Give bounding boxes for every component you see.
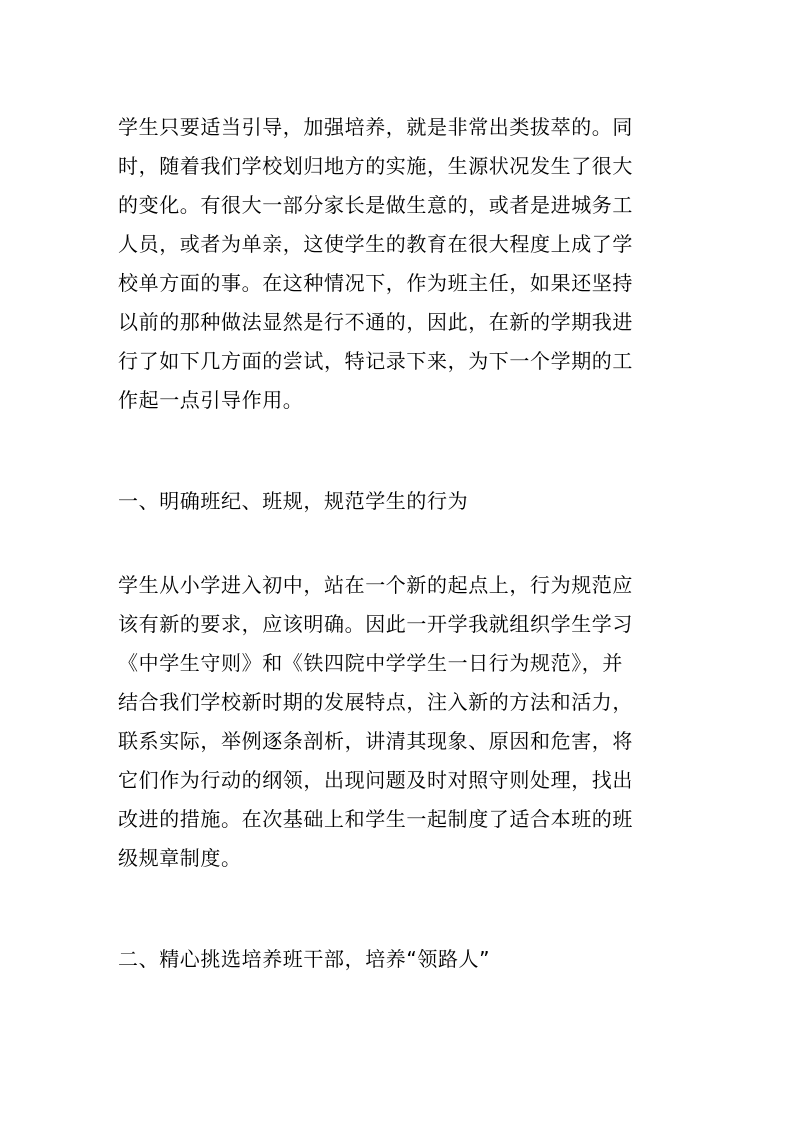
paragraph-intro bbox=[118, 108, 678, 420]
text-line: 人员，或者为单亲，这使学生的教育在很大程度上成了学 bbox=[118, 232, 633, 256]
text-line: 时，随着我们学校划归地方的实施，生源状况发生了很大 bbox=[118, 154, 633, 178]
text-line: 行了如下几方面的尝试，特记录下来，为下一个学期的工 bbox=[118, 349, 633, 373]
text-line: 校单方面的事。在这种情况下，作为班主任，如果还坚持 bbox=[118, 271, 633, 295]
text-line: 结合我们学校新时期的发展特点，注入新的方法和活力， bbox=[118, 690, 633, 714]
text-line: 改进的措施。在次基础上和学生一起制度了适合本班的班 bbox=[118, 807, 633, 831]
text-line: 级规章制度。 bbox=[118, 846, 242, 870]
text-line: 的变化。有很大一部分家长是做生意的，或者是进城务工 bbox=[118, 193, 633, 217]
text-line: 该有新的要求，应该明确。因此一开学我就组织学生学习 bbox=[118, 612, 633, 636]
text-line: 以前的那种做法显然是行不通的，因此，在新的学期我进 bbox=[118, 310, 633, 334]
text-line: 学生只要适当引导，加强培养，就是非常出类拔萃的。同 bbox=[118, 115, 633, 139]
heading-text: 一、明确班纪、班规，规范学生的行为 bbox=[118, 489, 469, 513]
text-line: 联系实际，举例逐条剖析，讲清其现象、原因和危害，将 bbox=[118, 729, 633, 753]
text-line: 作起一点引导作用。 bbox=[118, 388, 304, 412]
section-heading-2 bbox=[118, 940, 678, 979]
text-line: 学生从小学进入初中，站在一个新的起点上，行为规范应 bbox=[118, 573, 633, 597]
text-line: 《中学生守则》和《铁四院中学学生一日行为规范》，并 bbox=[118, 651, 623, 675]
text-line: 它们作为行动的纲领，出现问题及时对照守则处理，找出 bbox=[118, 768, 633, 792]
paragraph-section-1 bbox=[118, 566, 678, 878]
heading-text: 二、精心挑选培养班干部，培养“领路人” bbox=[118, 947, 491, 971]
section-heading-1 bbox=[118, 482, 678, 521]
